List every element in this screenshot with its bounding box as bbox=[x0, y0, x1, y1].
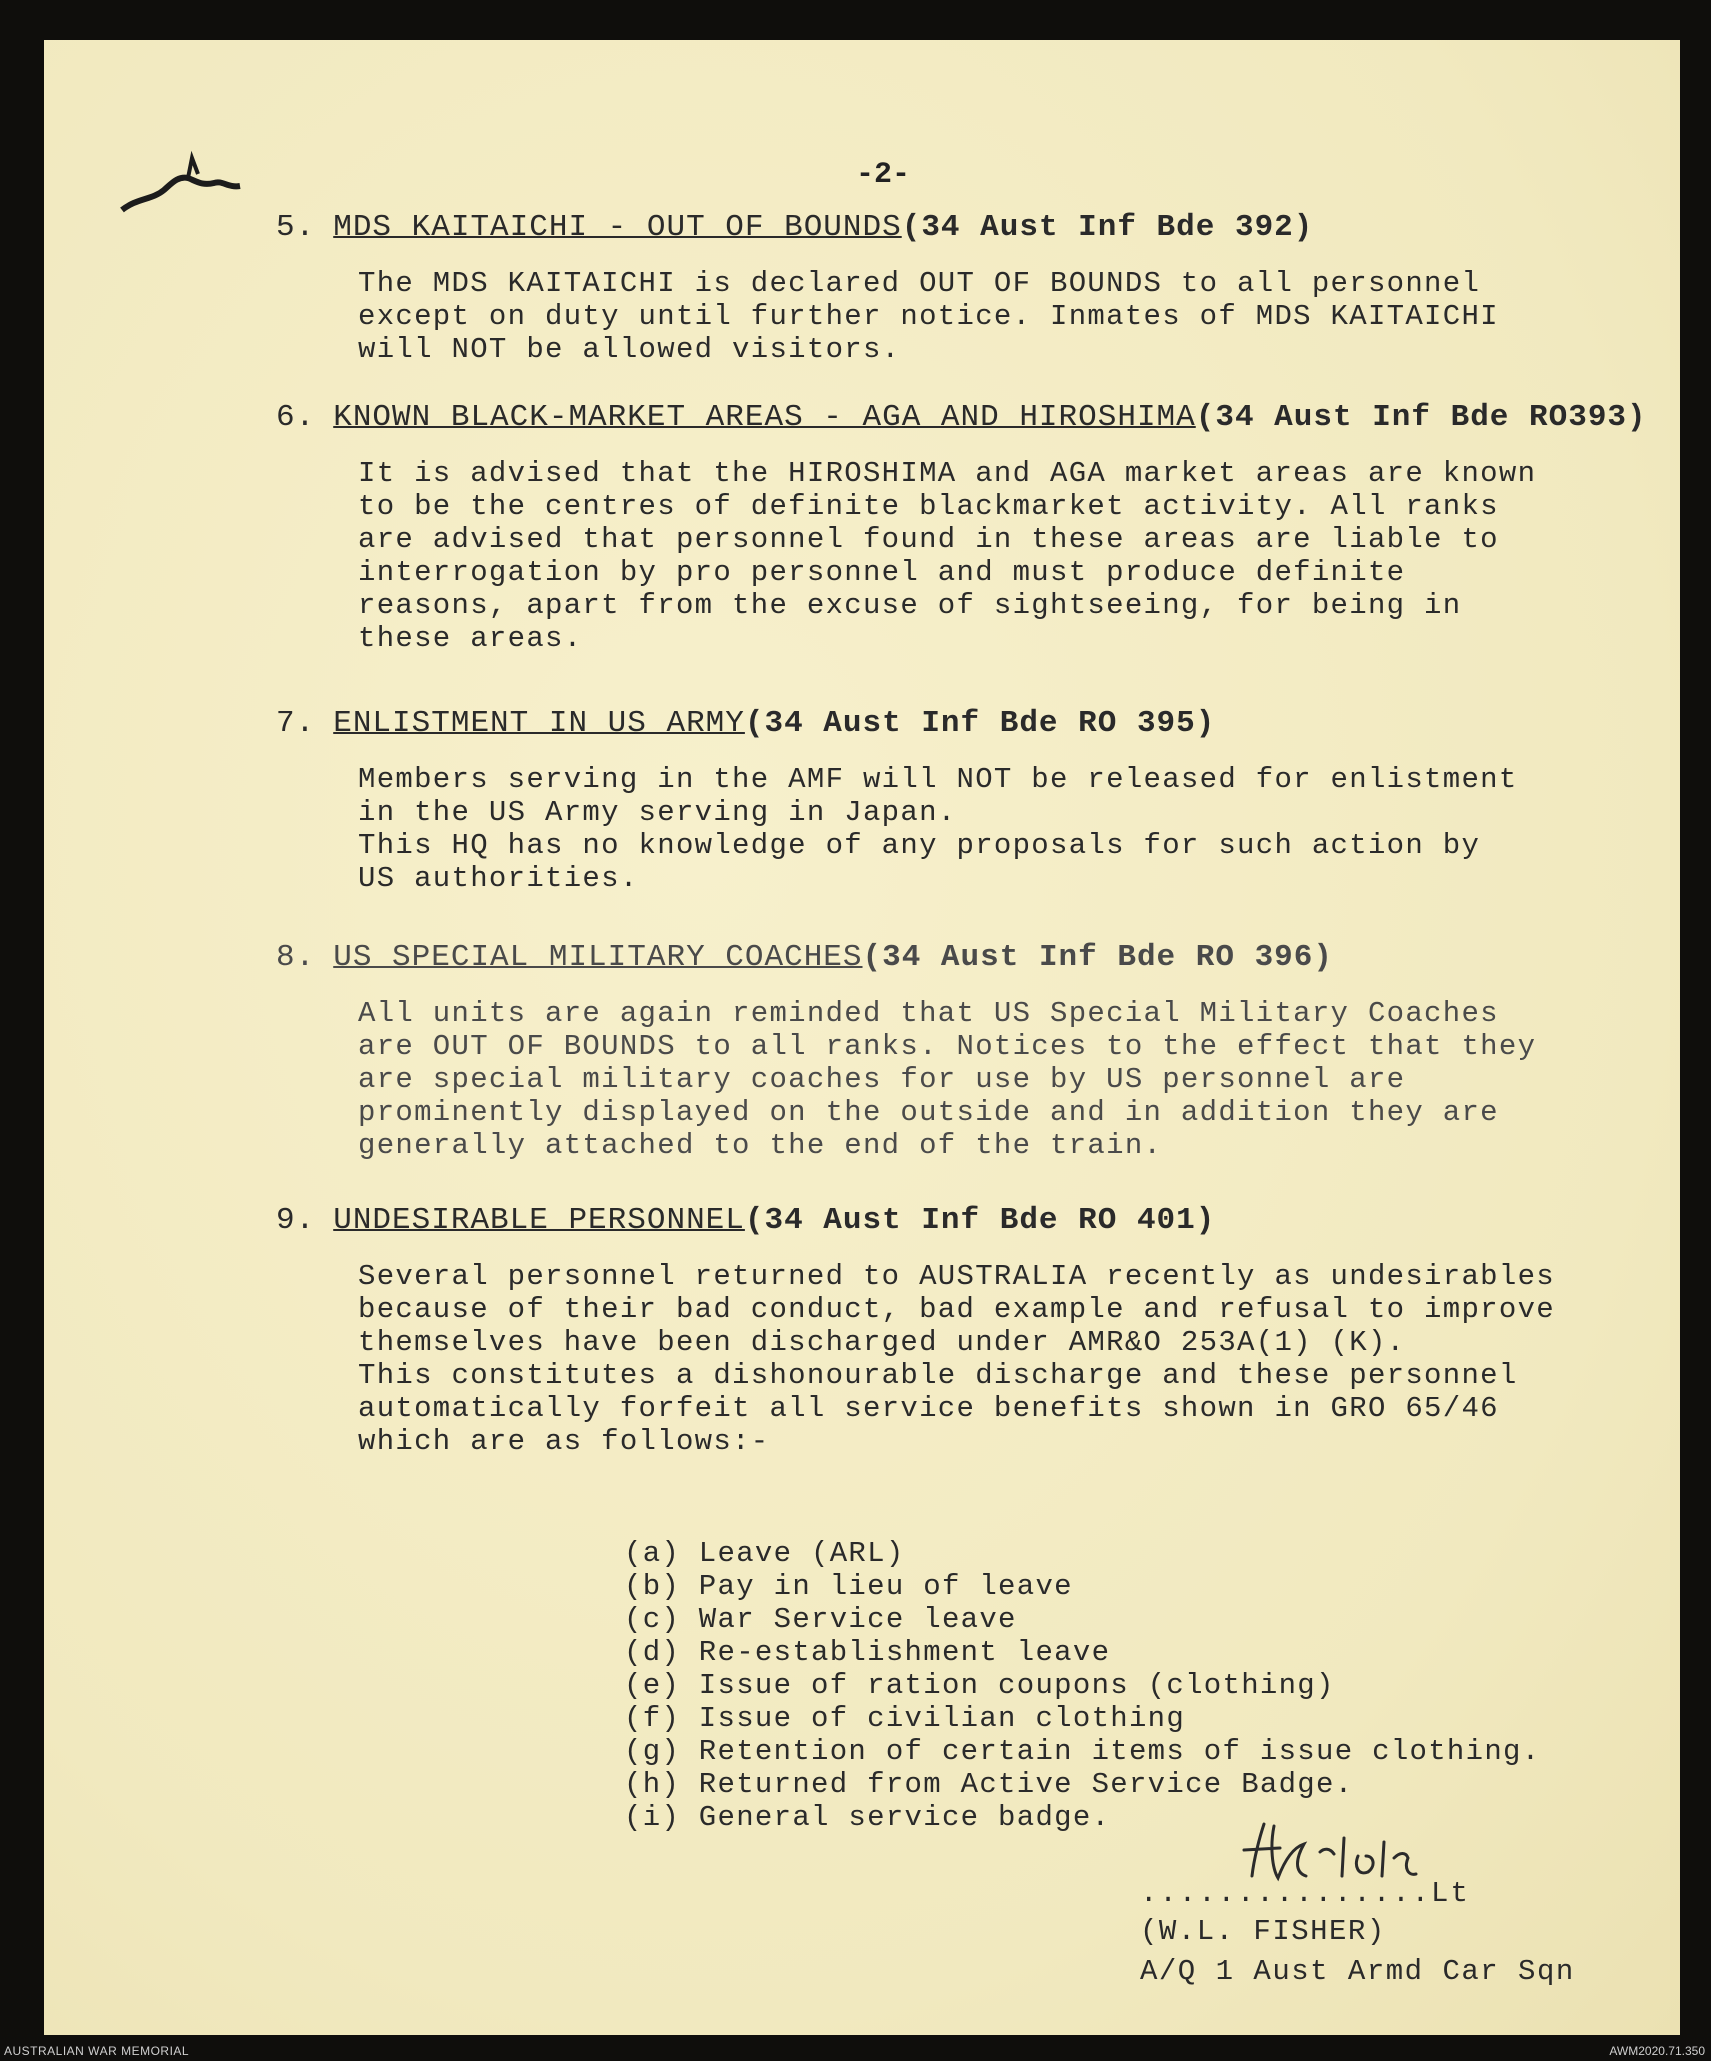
item-title: KNOWN BLACK-MARKET AREAS - AGA AND HIROSHIMA bbox=[333, 400, 1196, 435]
item-body bbox=[358, 997, 1538, 1162]
list-item: (b) Pay in lieu of leave bbox=[624, 1570, 1073, 1603]
item-title: ENLISTMENT IN US ARMY bbox=[333, 706, 745, 741]
body-line: This HQ has no knowledge of any proposals for such action by bbox=[358, 829, 1481, 862]
benefits-list bbox=[624, 1537, 1540, 1834]
document-page bbox=[44, 40, 1680, 2035]
body-line: US authorities. bbox=[358, 862, 639, 895]
body-line: All units are again reminded that US Special Military Coaches bbox=[358, 997, 1499, 1030]
list-item: (d) Re-establishment leave bbox=[624, 1636, 1111, 1669]
body-line: themselves have been discharged under AMR&O 253A(1) (K). bbox=[358, 1326, 1406, 1359]
list-item: (f) Issue of civilian clothing bbox=[624, 1702, 1186, 1735]
signatory-name: (W.L. FISHER) bbox=[1140, 1915, 1386, 1948]
item-number: 5. bbox=[276, 210, 316, 245]
body-line: automatically forfeit all service benefits shown in GRO 65/46 bbox=[358, 1392, 1499, 1425]
item-reference: (34 Aust Inf Bde RO 396) bbox=[862, 940, 1333, 975]
body-line: generally attached to the end of the train. bbox=[358, 1129, 1163, 1162]
body-line: except on duty until further notice. Inmates of MDS KAITAICHI bbox=[358, 300, 1499, 333]
list-item: (i) General service badge. bbox=[624, 1801, 1111, 1834]
body-line: are OUT OF BOUNDS to all ranks. Notices to the effect that they bbox=[358, 1030, 1537, 1063]
order-item-5 bbox=[276, 210, 1538, 366]
signatory-position: A/Q 1 Aust Armd Car Sqn bbox=[1140, 1955, 1575, 1988]
item-body bbox=[358, 267, 1538, 366]
item-title: US SPECIAL MILITARY COACHES bbox=[333, 940, 863, 975]
item-number: 8. bbox=[276, 940, 316, 975]
body-line: which are as follows:- bbox=[358, 1425, 770, 1458]
item-heading bbox=[276, 1203, 1538, 1238]
item-number: 7. bbox=[276, 706, 316, 741]
signature-line: ...............Lt bbox=[1140, 1877, 1470, 1910]
body-line: The MDS KAITAICHI is declared OUT OF BOUNDS to all personnel bbox=[358, 267, 1481, 300]
body-line: in the US Army serving in Japan. bbox=[358, 796, 957, 829]
body-line: Members serving in the AMF will NOT be released for enlistment bbox=[358, 763, 1518, 796]
body-line: are special military coaches for use by US personnel are bbox=[358, 1063, 1406, 1096]
order-item-7 bbox=[276, 706, 1538, 895]
item-reference: (34 Aust Inf Bde RO 395) bbox=[744, 706, 1216, 741]
list-item: (g) Retention of certain items of issue clothing. bbox=[624, 1735, 1541, 1768]
list-item: (e) Issue of ration coupons (clothing) bbox=[624, 1669, 1335, 1702]
order-item-6 bbox=[276, 400, 1647, 655]
body-line: It is advised that the HIROSHIMA and AGA market areas are known bbox=[358, 457, 1537, 490]
item-body bbox=[358, 1260, 1555, 1458]
item-reference: (34 Aust Inf Bde RO 401) bbox=[744, 1203, 1216, 1238]
list-item: (a) Leave (ARL) bbox=[624, 1537, 905, 1570]
page-number: -2- bbox=[856, 158, 911, 192]
body-line: Several personnel returned to AUSTRALIA recently as undesirables bbox=[358, 1260, 1555, 1293]
list-item: (h) Returned from Active Service Badge. bbox=[624, 1768, 1354, 1801]
item-heading bbox=[276, 940, 1538, 975]
list-item: (c) War Service leave bbox=[624, 1603, 1017, 1636]
item-reference: (34 Aust Inf Bde RO393) bbox=[1195, 400, 1647, 435]
footer-accession: AWM2020.71.350 bbox=[1609, 2044, 1705, 2058]
footer-source: AUSTRALIAN WAR MEMORIAL bbox=[4, 2044, 190, 2058]
body-line: will NOT be allowed visitors. bbox=[358, 333, 901, 366]
item-number: 6. bbox=[276, 400, 316, 435]
item-body bbox=[358, 763, 1538, 895]
body-line: are advised that personnel found in these areas are liable to bbox=[358, 523, 1499, 556]
order-item-8 bbox=[276, 940, 1538, 1162]
body-line: prominently displayed on the outside and in addition they are bbox=[358, 1096, 1499, 1129]
item-body bbox=[358, 457, 1538, 655]
item-heading bbox=[276, 400, 1647, 435]
item-title: UNDESIRABLE PERSONNEL bbox=[333, 1203, 745, 1238]
body-line: these areas. bbox=[358, 622, 583, 655]
torn-corner-mark bbox=[92, 128, 292, 238]
item-heading bbox=[276, 210, 1538, 245]
item-reference: (34 Aust Inf Bde 392) bbox=[901, 210, 1314, 245]
body-line: This constitutes a dishonourable discharge and these personnel bbox=[358, 1359, 1518, 1392]
signatory-block bbox=[1140, 1912, 1575, 1992]
item-number: 9. bbox=[276, 1203, 316, 1238]
order-item-9 bbox=[276, 1203, 1555, 1458]
body-line: to be the centres of definite blackmarket activity. All ranks bbox=[358, 490, 1499, 523]
item-heading bbox=[276, 706, 1538, 741]
body-line: because of their bad conduct, bad example and refusal to improve bbox=[358, 1293, 1555, 1326]
body-line: interrogation by pro personnel and must produce definite bbox=[358, 556, 1406, 589]
item-title: MDS KAITAICHI - OUT OF BOUNDS bbox=[333, 210, 902, 245]
body-line: reasons, apart from the excuse of sightseeing, for being in bbox=[358, 589, 1462, 622]
